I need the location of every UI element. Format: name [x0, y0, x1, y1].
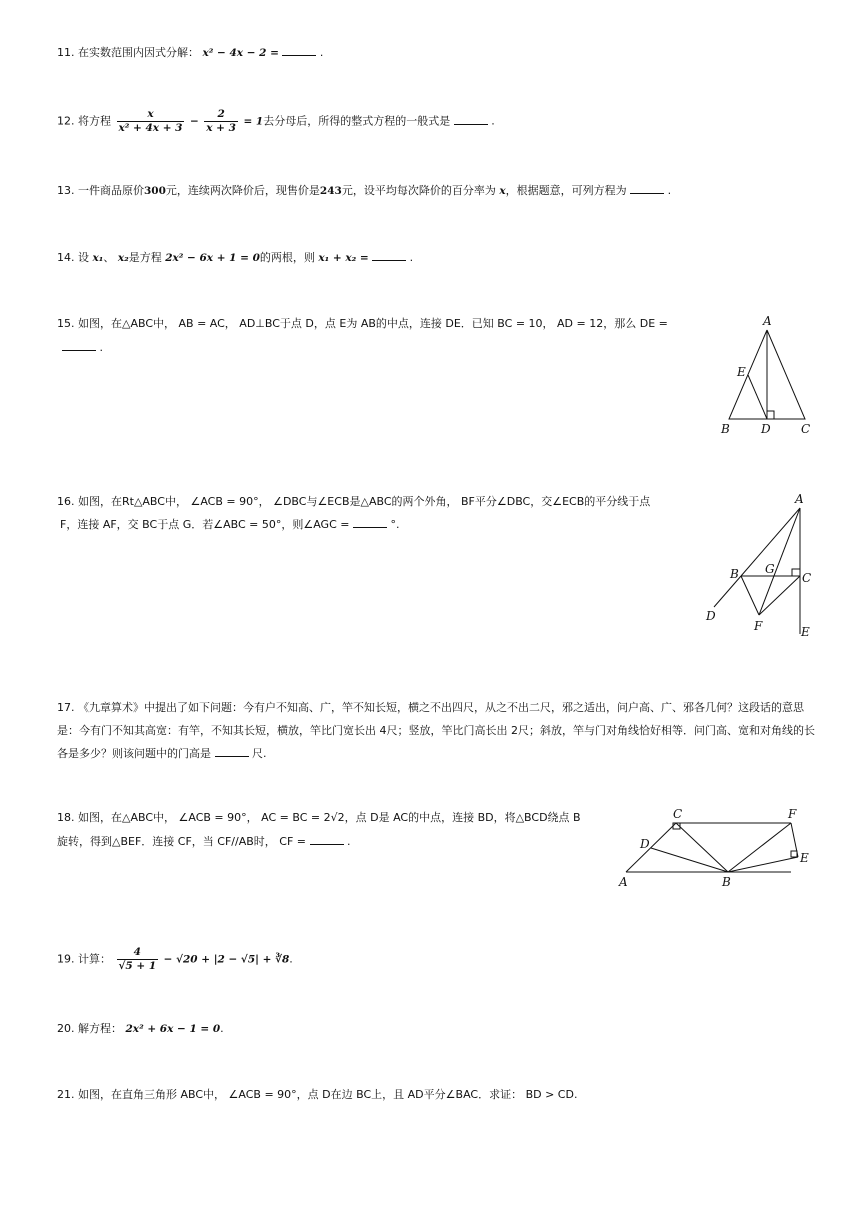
segment-bf [728, 823, 791, 872]
question-13: 13. 一件商品原价300元，连续两次降价后，现售价是243元，设平均每次降价的百分率为 x，根据题意，可列方程为 . [57, 184, 672, 197]
label-F: F [788, 807, 797, 821]
question-18-line-1: 18. 如图，在△ABC中， ∠ACB = 90°， AC = BC = 2√2，点 D是 AC的中点，连接 BD，将△BCD绕点 B [57, 811, 581, 824]
label-C: C [802, 571, 812, 585]
question-12: 12. 将方程 $\frac{x}{\text{x² + 4x + 3}}$ − $\frac{2}{x + 3}$ = 1去分母后，所得的整式方程的一般式是 . [57, 108, 495, 134]
question-14: 14. 设 x₁、 x₂是方程 2x² − 6x + 1 = 0的两根，则 x₁ + x₂ = . [57, 251, 414, 264]
label-D: D [640, 837, 650, 851]
label-D: D [761, 422, 771, 436]
label-A: A [619, 875, 628, 889]
label-A: A [763, 314, 772, 328]
question-18-line-2: 旋转，得到△BEF．连接 CF，当 CF//AB时， CF = . [57, 835, 351, 848]
question-11: 11. 在实数范围内因式分解： x² − 4x − 2 = . [57, 46, 324, 59]
question-20: 20. 解方程： 2x² + 6x − 1 = 0. [57, 1022, 224, 1035]
segment-bd [651, 848, 728, 872]
label-A: A [795, 492, 804, 506]
question-21: 21. 如图，在直角三角形 ABC中， ∠ACB = 90°，点 D在边 BC上，且 AD平分∠BAC．求证： BD > CD. [57, 1088, 578, 1101]
question-15-line-2: . [62, 340, 103, 356]
label-C: C [673, 807, 683, 821]
question-16-line-1: 16. 如图，在Rt△ABC中， ∠ACB = 90°， ∠DBC与∠ECB是△ABC的两个外角， BF平分∠DBC，交∠ECB的平分线于点 [57, 495, 651, 508]
label-G: G [765, 562, 775, 576]
label-F: F [754, 619, 763, 633]
segment-be [728, 857, 798, 872]
label-E: E [737, 365, 746, 379]
label-B: B [722, 875, 731, 889]
label-C: C [801, 422, 811, 436]
fraction: $\frac{4}{√5 + 1}$ [118, 946, 157, 972]
question-15-line-1: 15. 如图，在△ABC中， AB = AC， AD⊥BC于点 D，点 E为 AB的中点，连接 DE．已知 BC = 10， AD = 12，那么 DE = [57, 317, 668, 330]
side-ac [626, 823, 676, 872]
label-E: E [801, 625, 810, 639]
right-angle-mark-e [791, 851, 797, 857]
fraction-1: $\frac{x}{\text{x² + 4x + 3}}$ [118, 108, 183, 134]
label-D: D [706, 609, 716, 623]
label-B: B [721, 422, 730, 436]
side-cb [676, 823, 728, 872]
question-17: 17. 《九章算术》中提出了如下问题：今有户不知高、广，竿不知长短，横之不出四尺，从之不出二尺，邪之适出，问户高、广、邪各几何？这段话的意思是：今有门不知其高宽：有竿，不知其长短，横放，竿比门宽长出 4尺；竖放，竿比门高长出 2尺；斜放，竿与门对角线恰好相等．问门高、宽和对角线的长各是多少？则该问题中的门高是 尺. [57, 701, 815, 760]
label-E: E [800, 851, 809, 865]
question-16-line-2: F，连接 AF，交 BC于点 G．若∠ABC = 50°，则∠AGC = °. [60, 518, 400, 531]
fraction-2: $\frac{2}{x + 3}$ [206, 108, 236, 134]
question-19: 19. 计算： $\frac{4}{√5 + 1}$ − √20 + |2 − √5| + ∛8. [57, 946, 293, 972]
label-B: B [730, 567, 739, 581]
